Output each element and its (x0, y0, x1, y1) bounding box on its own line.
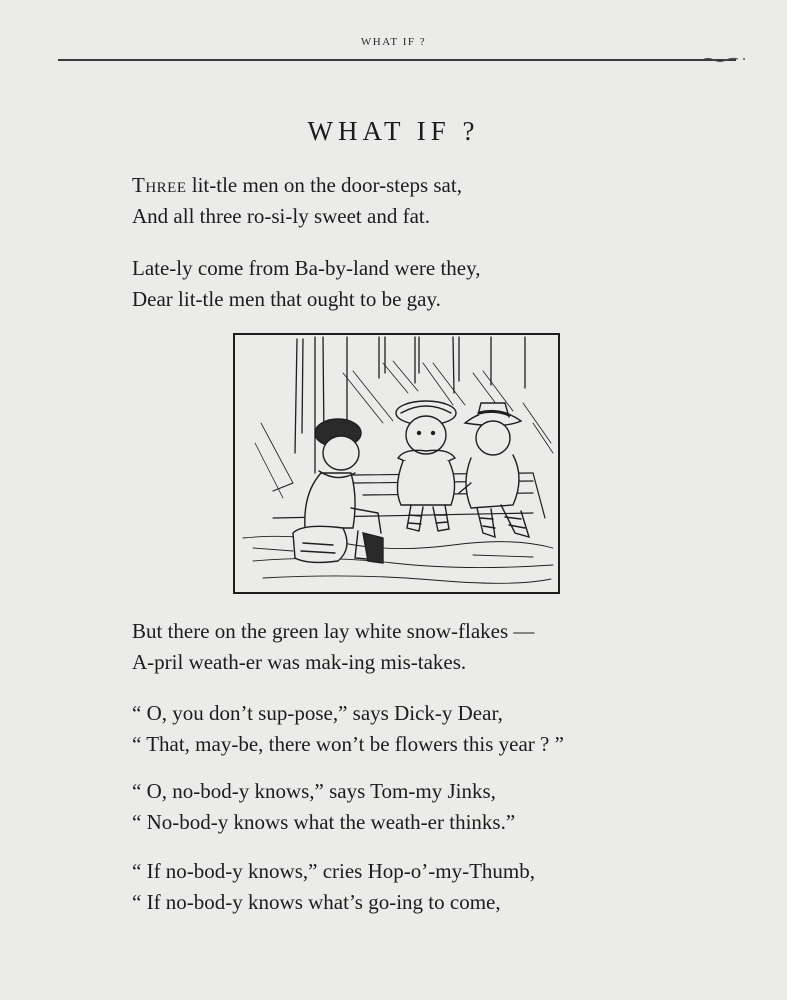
page-title: WHAT IF ? (307, 116, 480, 146)
stanza-1 (132, 170, 732, 232)
running-head: WHAT IF ? (360, 36, 427, 48)
stanza-line (132, 170, 732, 201)
stanza-4 (132, 698, 732, 760)
stanza-line: A-pril weath-er was mak-ing mis-takes. (132, 650, 467, 674)
stanza-line: “ If no-bod-y knows what’s go-ing to come, (132, 890, 501, 914)
small-caps-word: Three (132, 173, 187, 197)
stanza-line: Dear lit-tle men that ought to be gay. (132, 287, 441, 311)
rule-flourish-icon (700, 52, 750, 66)
illustration-three-children (233, 333, 560, 594)
stanza-line: “ O, no-bod-y knows,” says Tom-my Jinks, (132, 779, 496, 803)
stanza-2 (132, 253, 732, 315)
stanza-6 (132, 856, 732, 918)
header-rule (58, 59, 736, 61)
stanza-line: “ That, may-be, there won’t be flowers this year ? ” (132, 732, 564, 756)
stanza-3 (132, 616, 732, 678)
stanza-line: “ O, you don’t sup-pose,” says Dick-y Dear, (132, 701, 503, 725)
stanza-line: But there on the green lay white snow-flakes — (132, 619, 535, 643)
stanza-line: “ If no-bod-y knows,” cries Hop-o’-my-Thumb, (132, 859, 535, 883)
stanza-line: “ No-bod-y knows what the weath-er thinks.” (132, 810, 516, 834)
three-children-engraving-icon (234, 334, 559, 593)
stanza-line: And all three ro-si-ly sweet and fat. (132, 204, 430, 228)
line-text: lit-tle men on the door-steps sat, (186, 173, 462, 197)
stanza-5 (132, 776, 732, 838)
stanza-line: Late-ly come from Ba-by-land were they, (132, 256, 481, 280)
